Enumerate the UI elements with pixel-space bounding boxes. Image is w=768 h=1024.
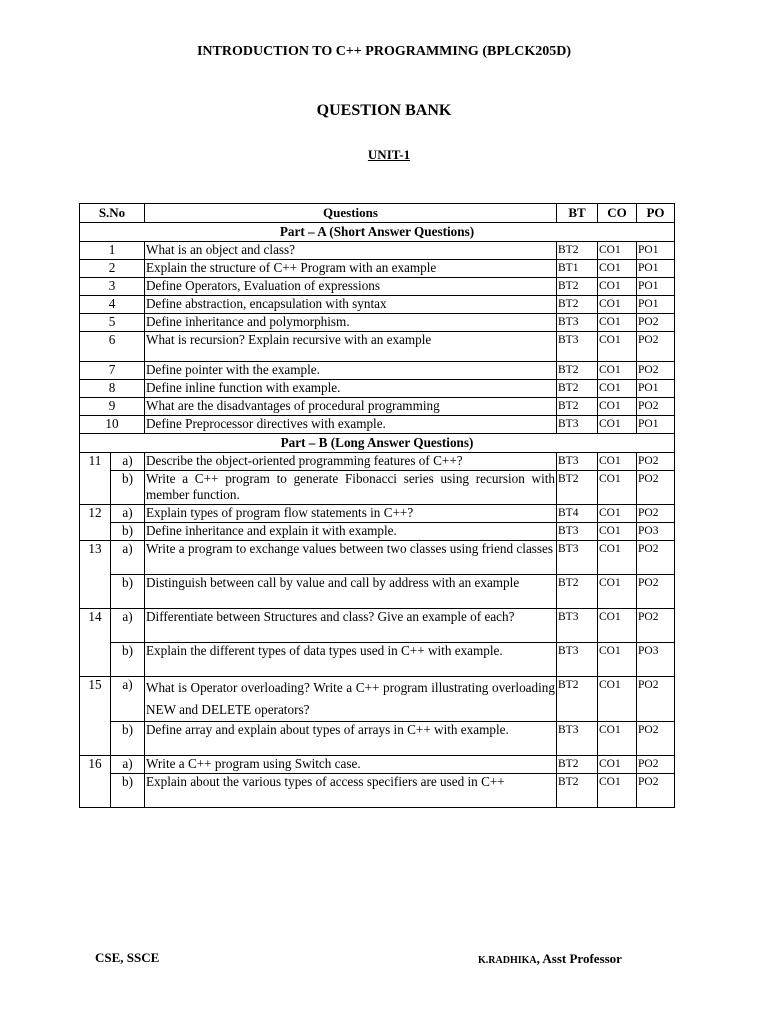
- part-b-heading-row: [80, 434, 675, 453]
- question-text: Distinguish between call by value and call by address with an example: [145, 575, 557, 609]
- table-row: [80, 471, 675, 505]
- co-code: CO1: [598, 575, 637, 609]
- question-number: 5: [80, 314, 145, 332]
- question-text: What are the disadvantages of procedural programming: [145, 398, 557, 416]
- header-po: PO: [637, 204, 675, 223]
- co-code: CO1: [598, 260, 637, 278]
- question-number: 4: [80, 296, 145, 314]
- po-code: PO2: [637, 332, 675, 362]
- question-number: 8: [80, 380, 145, 398]
- bt-level: BT1: [557, 260, 598, 278]
- table-row: [80, 296, 675, 314]
- table-row: [80, 278, 675, 296]
- bt-level: BT3: [557, 609, 598, 643]
- co-code: CO1: [598, 643, 637, 677]
- table-row: [80, 722, 675, 756]
- po-code: PO2: [637, 774, 675, 808]
- question-number: 15: [80, 677, 111, 756]
- table-row: [80, 332, 675, 362]
- bt-level: BT2: [557, 756, 598, 774]
- bt-level: BT3: [557, 314, 598, 332]
- table-row: [80, 575, 675, 609]
- bt-level: BT2: [557, 362, 598, 380]
- question-text: Write a C++ program using Switch case.: [145, 756, 557, 774]
- question-text: What is Operator overloading? Write a C++ program illustrating overloading NEW and DELETE operators?: [145, 677, 557, 722]
- po-code: PO2: [637, 314, 675, 332]
- bt-level: BT3: [557, 416, 598, 434]
- table-row: [80, 643, 675, 677]
- question-number: 2: [80, 260, 145, 278]
- table-row: [80, 380, 675, 398]
- bt-level: BT2: [557, 471, 598, 505]
- po-code: PO2: [637, 541, 675, 575]
- co-code: CO1: [598, 314, 637, 332]
- question-text: Write a program to exchange values between two classes using friend classes: [145, 541, 557, 575]
- po-code: PO2: [637, 756, 675, 774]
- footer-author-role: , Asst Professor: [536, 951, 622, 966]
- header-co: CO: [598, 204, 637, 223]
- bt-level: BT2: [557, 575, 598, 609]
- question-text: Explain the structure of C++ Program with an example: [145, 260, 557, 278]
- header-bt: BT: [557, 204, 598, 223]
- question-text: Define Operators, Evaluation of expressions: [145, 278, 557, 296]
- po-code: PO2: [637, 471, 675, 505]
- question-number: 13: [80, 541, 111, 609]
- bt-level: BT2: [557, 296, 598, 314]
- table-row: [80, 774, 675, 808]
- bt-level: BT2: [557, 242, 598, 260]
- co-code: CO1: [598, 380, 637, 398]
- co-code: CO1: [598, 453, 637, 471]
- part-b-title: Part – B (Long Answer Questions): [80, 434, 675, 453]
- footer-author: [478, 951, 622, 967]
- unit-heading: UNIT-1: [367, 147, 411, 162]
- co-code: CO1: [598, 505, 637, 523]
- table-row: [80, 756, 675, 774]
- question-number: 3: [80, 278, 145, 296]
- table-row: [80, 453, 675, 471]
- question-number: 14: [80, 609, 111, 677]
- sub-question-label: a): [111, 677, 145, 722]
- question-text: Define inline function with example.: [145, 380, 557, 398]
- po-code: PO2: [637, 677, 675, 722]
- po-code: PO1: [637, 416, 675, 434]
- sub-question-label: a): [111, 505, 145, 523]
- table-header-row: [80, 204, 675, 223]
- co-code: CO1: [598, 278, 637, 296]
- po-code: PO2: [637, 505, 675, 523]
- question-text: Differentiate between Structures and class? Give an example of each?: [145, 609, 557, 643]
- co-code: CO1: [598, 362, 637, 380]
- table-row: [80, 362, 675, 380]
- bt-level: BT3: [557, 643, 598, 677]
- po-code: PO1: [637, 278, 675, 296]
- bt-level: BT2: [557, 398, 598, 416]
- question-number: 9: [80, 398, 145, 416]
- co-code: CO1: [598, 722, 637, 756]
- sub-question-label: b): [111, 722, 145, 756]
- bt-level: BT3: [557, 332, 598, 362]
- po-code: PO1: [637, 296, 675, 314]
- course-title: INTRODUCTION TO C++ PROGRAMMING (BPLCK205D): [196, 44, 571, 59]
- table-row: [80, 260, 675, 278]
- po-code: PO2: [637, 453, 675, 471]
- question-text: Define inheritance and polymorphism.: [145, 314, 557, 332]
- po-code: PO2: [637, 362, 675, 380]
- question-text: Write a C++ program to generate Fibonacci series using recursion with member function.: [145, 471, 557, 505]
- sub-question-label: b): [111, 774, 145, 808]
- po-code: PO1: [637, 380, 675, 398]
- table-row: [80, 609, 675, 643]
- sub-question-label: b): [111, 643, 145, 677]
- question-text: Define inheritance and explain it with example.: [145, 523, 557, 541]
- co-code: CO1: [598, 332, 637, 362]
- po-code: PO2: [637, 398, 675, 416]
- question-text: Explain the different types of data types used in C++ with example.: [145, 643, 557, 677]
- question-number: 1: [80, 242, 145, 260]
- document-title: QUESTION BANK: [316, 102, 452, 119]
- bt-level: BT4: [557, 505, 598, 523]
- question-text: What is an object and class?: [145, 242, 557, 260]
- table-row: [80, 677, 675, 722]
- sub-question-label: b): [111, 523, 145, 541]
- question-text: What is recursion? Explain recursive with an example: [145, 332, 557, 362]
- table-row: [80, 398, 675, 416]
- question-number: 7: [80, 362, 145, 380]
- question-number: 10: [80, 416, 145, 434]
- sub-question-label: b): [111, 575, 145, 609]
- bt-level: BT2: [557, 278, 598, 296]
- table-row: [80, 242, 675, 260]
- po-code: PO2: [637, 575, 675, 609]
- co-code: CO1: [598, 471, 637, 505]
- sub-question-label: a): [111, 609, 145, 643]
- question-text: Define Preprocessor directives with example.: [145, 416, 557, 434]
- bt-level: BT2: [557, 774, 598, 808]
- co-code: CO1: [598, 242, 637, 260]
- bt-level: BT3: [557, 541, 598, 575]
- question-text: Explain about the various types of access specifiers are used in C++: [145, 774, 557, 808]
- sub-question-label: a): [111, 453, 145, 471]
- question-bank-table: [79, 203, 675, 808]
- table-row: [80, 314, 675, 332]
- sub-question-label: b): [111, 471, 145, 505]
- question-text: Define array and explain about types of arrays in C++ with example.: [145, 722, 557, 756]
- bt-level: BT3: [557, 453, 598, 471]
- question-text: Define pointer with the example.: [145, 362, 557, 380]
- sub-question-label: a): [111, 756, 145, 774]
- footer-department: CSE, SSCE: [95, 950, 160, 965]
- bt-level: BT3: [557, 722, 598, 756]
- question-number: 11: [80, 453, 111, 505]
- co-code: CO1: [598, 774, 637, 808]
- bt-level: BT2: [557, 677, 598, 722]
- po-code: PO1: [637, 242, 675, 260]
- co-code: CO1: [598, 756, 637, 774]
- table-row: [80, 416, 675, 434]
- table-row: [80, 523, 675, 541]
- header-questions: Questions: [145, 204, 557, 223]
- question-text: Define abstraction, encapsulation with syntax: [145, 296, 557, 314]
- part-a-heading-row: [80, 223, 675, 242]
- co-code: CO1: [598, 416, 637, 434]
- bt-level: BT2: [557, 380, 598, 398]
- co-code: CO1: [598, 296, 637, 314]
- po-code: PO3: [637, 523, 675, 541]
- table-row: [80, 541, 675, 575]
- question-number: 12: [80, 505, 111, 541]
- question-text: Describe the object-oriented programming features of C++?: [145, 453, 557, 471]
- po-code: PO1: [637, 260, 675, 278]
- bt-level: BT3: [557, 523, 598, 541]
- co-code: CO1: [598, 677, 637, 722]
- footer-author-name: K.RADHIKA: [478, 955, 537, 966]
- header-sno: S.No: [80, 204, 145, 223]
- sub-question-label: a): [111, 541, 145, 575]
- po-code: PO2: [637, 722, 675, 756]
- po-code: PO3: [637, 643, 675, 677]
- question-number: 6: [80, 332, 145, 362]
- part-a-title: Part – A (Short Answer Questions): [80, 223, 675, 242]
- co-code: CO1: [598, 398, 637, 416]
- co-code: CO1: [598, 523, 637, 541]
- table-row: [80, 505, 675, 523]
- question-number: 16: [80, 756, 111, 808]
- po-code: PO2: [637, 609, 675, 643]
- question-text: Explain types of program flow statements in C++?: [145, 505, 557, 523]
- co-code: CO1: [598, 609, 637, 643]
- co-code: CO1: [598, 541, 637, 575]
